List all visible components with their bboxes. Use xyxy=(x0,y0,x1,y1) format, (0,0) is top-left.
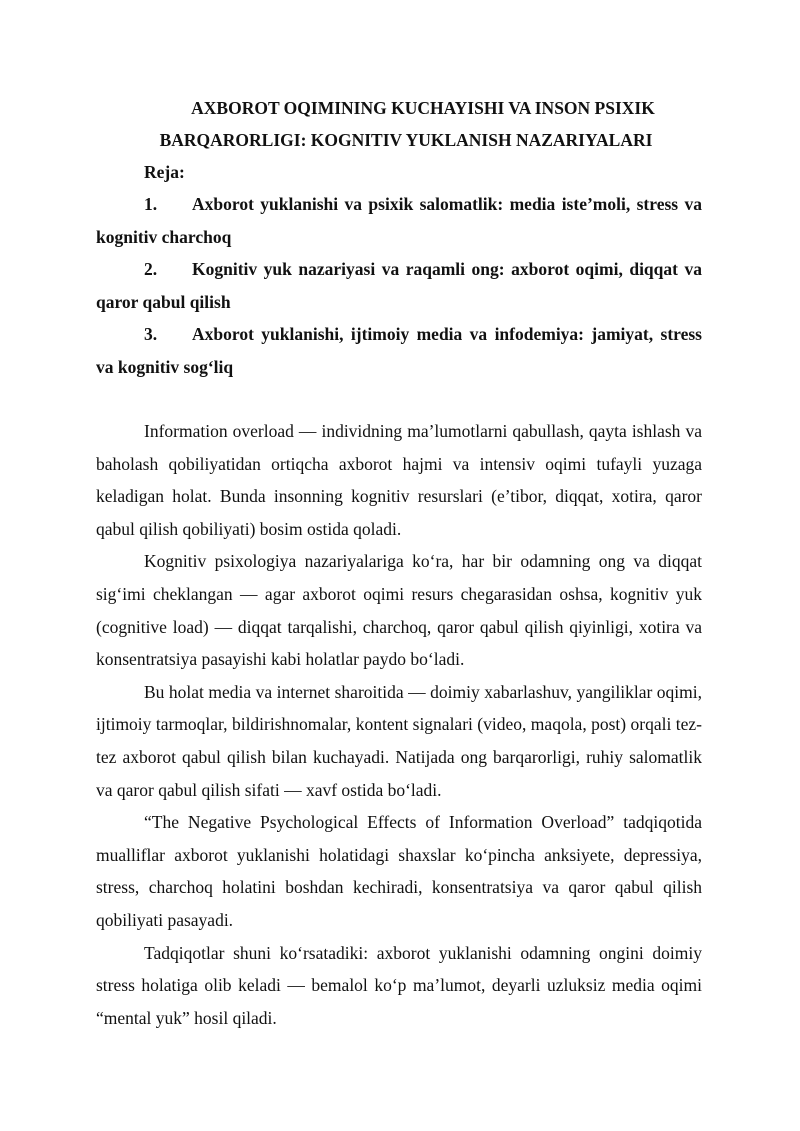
plan-item xyxy=(96,318,702,383)
title-line-2: BARQARORLIGI: KOGNITIV YUKLANISH NAZARIYALARI xyxy=(159,130,653,150)
title-line-1: AXBOROT OQIMINING KUCHAYISHI VA INSON PSIXIK xyxy=(191,98,655,118)
plan-item-text: Axborot yuklanishi va psixik salomatlik: media iste’moli, stress va kognitiv charchoq xyxy=(96,194,702,247)
plan-item-number: 1. xyxy=(144,194,158,214)
paragraph: Tadqiqotlar shuni ko‘rsatadiki: axborot yuklanishi odamning ongini doimiy stress holatiga olib keladi — bemalol ko‘p ma’lumot, deyarli uzluksiz media oqimi “mental yuk” hosil qiladi. xyxy=(96,942,702,1028)
plan-heading: Reja: xyxy=(144,162,185,182)
plan-list xyxy=(96,188,702,383)
plan-item xyxy=(96,188,702,253)
document-title xyxy=(96,92,702,156)
paragraph: “The Negative Psychological Effects of Information Overload” tadqiqotida mualliflar axborot yuklanishi holatidagi shaxslar ko‘pincha anksiyete, depressiya, stress, charchoq holatini boshdan kechiradi, konsentratsiya va qaror qabul qilish qobiliyati pasayadi. xyxy=(96,812,702,930)
plan-item-text: Kognitiv yuk nazariyasi va raqamli ong: axborot oqimi, diqqat va qaror qabul qilish xyxy=(96,259,702,312)
paragraph: Kognitiv psixologiya nazariyalariga ko‘ra, har bir odamning ong va diqqat sig‘imi cheklangan — agar axborot oqimi resurs chegarasidan oshsa, kognitiv yuk (cognitive load) — diqqat tarqalishi, charchoq, qaror qabul qilish qiyinligi, xotira va konsentratsiya pasayishi kabi holatlar paydo bo‘ladi. xyxy=(96,551,702,670)
plan-item-text: Axborot yuklanishi, ijtimoiy media va infodemiya: jamiyat, stress va kognitiv sog‘liq xyxy=(96,324,702,377)
body-text xyxy=(96,415,702,1034)
document-page xyxy=(96,92,702,1034)
plan-item xyxy=(96,253,702,318)
paragraph: Bu holat media va internet sharoitida — doimiy xabarlashuv, yangiliklar oqimi, ijtimoiy tarmoqlar, bildirishnomalar, kontent signalari (video, maqola, post) orqali tez-tez axborot qabul qilish bilan kuchayadi. Natijada ong barqarorligi, ruhiy salomatlik va qaror qabul qilish sifati — xavf ostida bo‘ladi. xyxy=(96,681,702,800)
plan-item-number: 3. xyxy=(144,324,158,344)
plan-item-number: 2. xyxy=(144,259,158,279)
paragraph: Information overload — individning ma’lumotlarni qabullash, qayta ishlash va baholash qobiliyatidan ortiqcha axborot hajmi va intensiv oqimi tufayli yuzaga keladigan holat. Bunda insonning kognitiv resurslari (e’tibor, diqqat, xotira, qaror qabul qilish qobiliyati) bosim ostida qoladi. xyxy=(96,421,702,539)
